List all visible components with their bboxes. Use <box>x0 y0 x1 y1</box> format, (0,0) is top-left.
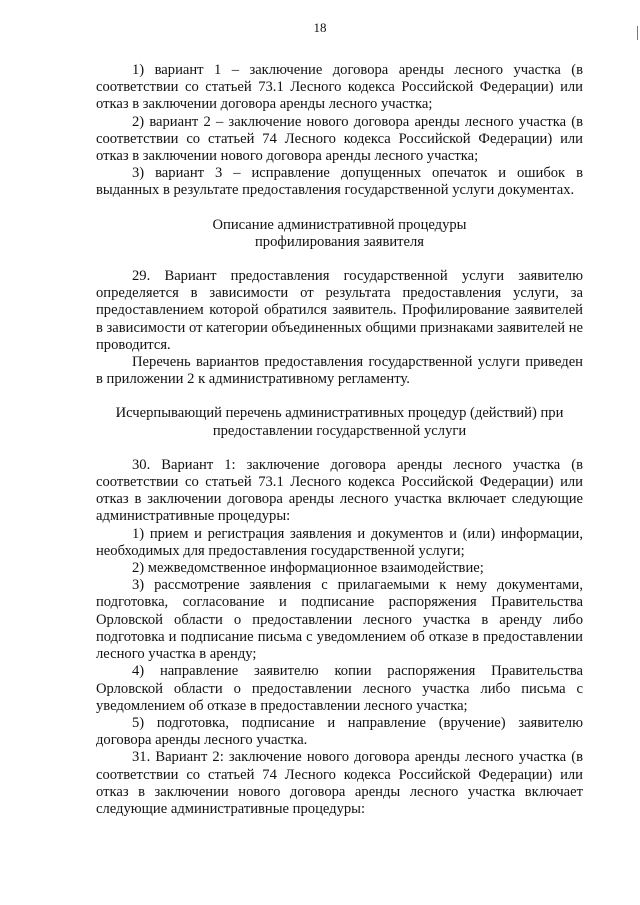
paragraph-30-item-4: 4) направление заявителю копии распоряжения Правительства Орловской области о предоставлении лесного участка либо письма с уведомлением об отказе в предоставлении лесного участка; <box>96 663 583 714</box>
intro-item-3: 3) вариант 3 – исправление допущенных опечаток и ошибок в выданных в результате предоставления государственной услуги документах. <box>96 165 583 199</box>
intro-item-1: 1) вариант 1 – заключение договора аренды лесного участка (в соответствии со статьей 73.1 Лесного кодекса Российской Федерации) или отказ в заключении договора аренды лесного участка; <box>96 62 583 113</box>
paragraph-29: 29. Вариант предоставления государственной услуги заявителю определяется в зависимости от результата предоставления услуги, за предоставлением которой обратился заявитель. Профилирование заявителей в зависимости от категории объединенных общими признаками заявителей не проводится. <box>96 268 583 353</box>
paragraph-30-item-1: 1) прием и регистрация заявления и документов и (или) информации, необходимых для предоставления государственной услуги; <box>96 525 583 559</box>
section-heading-profiling-line1: Описание административной процедуры <box>212 216 467 233</box>
paragraph-30-item-3: 3) рассмотрение заявления с прилагаемыми к нему документами, подготовка, согласование и подписание распоряжения Правительства Орловской области о предоставлении лесного участка в аренду либо подготовка и подписание письма с уведомлением об отказе в предоставлении лесного участка в аренду; <box>96 577 583 663</box>
paragraph-30-item-5: 5) подготовка, подписание и направление (вручение) заявителю договора аренды лесного участка. <box>96 714 583 749</box>
intro-item-2: 2) вариант 2 – заключение нового договора аренды лесного участка (в соответствии со статьей 74 Лесного кодекса Российской Федерации) или отказ в заключении нового договора аренды лесного участка; <box>96 113 583 165</box>
page-number: 18 <box>313 20 327 35</box>
paragraph-29-continued: Перечень вариантов предоставления государственной услуги приведен в приложении 2 к административному регламенту. <box>96 354 583 388</box>
paragraph-30: 30. Вариант 1: заключение договора аренды лесного участка (в соответствии со статьей 73.1 Лесного кодекса Российской Федерации) или отказ в заключении договора аренды лесного участка включает следующие административные процедуры: <box>96 456 583 525</box>
section-heading-profiling-line2: профилирования заявителя <box>254 233 425 250</box>
document-body <box>96 62 583 818</box>
section-heading-procedures-line1: Исчерпывающий перечень административных процедур (действий) при <box>115 405 564 422</box>
section-heading-procedures-line2: предоставлении государственной услуги <box>212 422 467 439</box>
paragraph-30-item-2: 2) межведомственное информационное взаимодействие; <box>132 560 484 577</box>
scan-edge-mark <box>637 26 638 40</box>
paragraph-31: 31. Вариант 2: заключение нового договора аренды лесного участка (в соответствии со статьей 74 Лесного кодекса Российской Федерации) или отказ в заключении нового договора аренды лесного участка включает следующие административные процедуры: <box>96 749 583 817</box>
